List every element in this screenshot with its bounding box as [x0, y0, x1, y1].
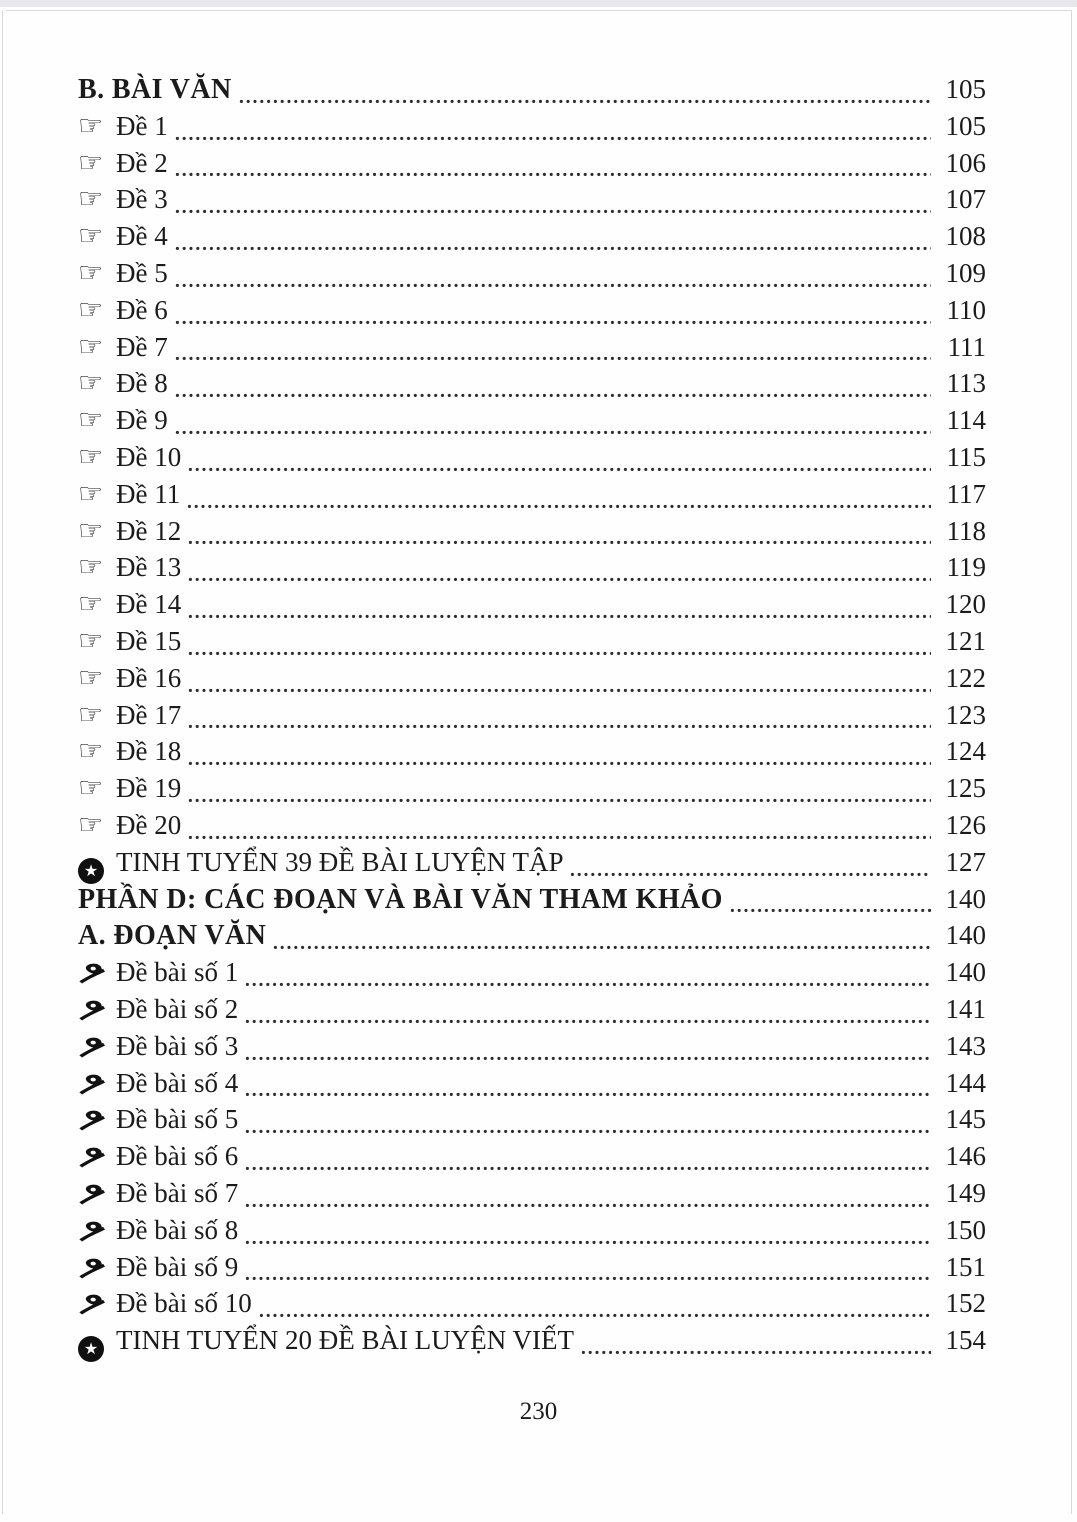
entry-page-number: 151: [945, 1251, 986, 1282]
entry-icon: [78, 773, 116, 804]
toc-entry: [78, 255, 986, 295]
toc-entry: [78, 1104, 986, 1141]
entry-label: Đề 1: [116, 110, 168, 141]
toc-entry: [78, 1215, 986, 1252]
dot-leader: [175, 430, 931, 435]
pointing-finger-icon: ☞: [78, 771, 104, 805]
entry-label: Đề 10: [116, 441, 182, 472]
entry-label: Đề 20: [116, 809, 182, 840]
entry-label: Đề bài số 3: [116, 1030, 239, 1061]
writing-hand-icon: [78, 1257, 110, 1279]
entry-page-number: 149: [945, 1177, 986, 1208]
toc-entry: [78, 145, 986, 185]
dot-leader: [175, 356, 931, 361]
entry-page-number: 154: [945, 1325, 986, 1356]
entry-icon: [78, 439, 116, 473]
entry-label: Đề 7: [116, 331, 168, 362]
dot-leader: [245, 1019, 931, 1024]
toc-entry: [78, 697, 986, 737]
dot-leader: [570, 872, 931, 877]
entry-page-number: 121: [945, 625, 986, 656]
dot-leader: [188, 577, 931, 582]
entry-page-number: 115: [946, 441, 986, 472]
entry-icon: [78, 552, 116, 583]
pointing-finger-icon: ☞: [78, 108, 104, 142]
pointing-finger-icon: ☞: [78, 513, 104, 547]
dot-leader: [188, 761, 931, 766]
pointing-finger-icon: ☞: [78, 292, 104, 326]
entry-page-number: 140: [945, 957, 986, 988]
writing-hand-icon: [78, 1293, 110, 1315]
dot-leader: [175, 172, 931, 177]
toc-entry: [78, 884, 986, 921]
entry-icon: [78, 1325, 116, 1357]
dot-leader: [175, 320, 931, 325]
toc-entry: [78, 184, 986, 221]
entry-label: Đề bài số 4: [116, 1067, 239, 1098]
toc-entry: [78, 660, 986, 700]
toc-entry: [78, 1325, 986, 1362]
toc-entry: [78, 513, 986, 553]
entry-page-number: 118: [946, 515, 986, 546]
pointing-finger-icon: ☞: [78, 329, 104, 363]
pointing-finger-icon: ☞: [78, 145, 104, 179]
entry-page-number: 145: [945, 1104, 986, 1135]
entry-icon: [78, 807, 116, 841]
scan-edge-right: [1071, 10, 1072, 1514]
entry-label: B. BÀI VĂN: [78, 74, 232, 105]
writing-hand-icon: [78, 1036, 110, 1058]
entry-icon: [78, 368, 116, 399]
pointing-finger-icon: ☞: [78, 219, 104, 253]
toc-entry: [78, 623, 986, 663]
toc-entry: [78, 773, 986, 810]
entry-label: Đề 12: [116, 515, 182, 546]
entry-page-number: 120: [945, 589, 986, 620]
dot-leader: [245, 1166, 931, 1171]
dot-leader: [188, 651, 931, 656]
footer-page-number: 230: [519, 1398, 558, 1425]
entry-label: Đề bài số 2: [116, 993, 239, 1024]
pointing-finger-icon: ☞: [78, 660, 104, 694]
entry-icon: [78, 292, 116, 326]
toc-entry: [78, 1068, 986, 1105]
entry-page-number: 126: [945, 809, 986, 840]
dot-leader: [581, 1350, 931, 1355]
entry-label: Đề 13: [116, 552, 182, 583]
dot-leader: [187, 504, 931, 509]
dot-leader: [245, 1240, 931, 1245]
toc-entry: [78, 589, 986, 626]
dot-leader: [175, 209, 931, 214]
entry-icon: [78, 255, 116, 289]
pointing-finger-icon: ☞: [78, 476, 104, 510]
toc-entry: [78, 807, 986, 847]
pointing-finger-icon: ☞: [78, 182, 104, 216]
dot-leader: [730, 908, 931, 913]
entry-label: Đề bài số 5: [116, 1104, 239, 1135]
entry-icon: [78, 1178, 116, 1209]
toc-entry: [78, 552, 986, 589]
entry-label: Đề 17: [116, 699, 182, 730]
entry-page-number: 110: [946, 294, 986, 325]
entry-page-number: 123: [945, 699, 986, 730]
dot-leader: [245, 982, 931, 987]
toc-entry: [78, 1288, 986, 1325]
pointing-finger-icon: ☞: [78, 587, 104, 621]
entry-label: A. ĐOẠN VĂN: [78, 920, 267, 952]
entry-page-number: 140: [945, 920, 986, 951]
pointing-finger-icon: ☞: [78, 366, 104, 400]
writing-hand-icon: [78, 1183, 110, 1205]
dot-leader: [175, 393, 931, 398]
entry-icon: [78, 145, 116, 179]
entry-label: Đề 11: [116, 478, 181, 509]
entry-label: PHẦN D: CÁC ĐOẠN VÀ BÀI VĂN THAM KHẢO: [78, 883, 723, 915]
scan-edge-top: [6, 10, 1071, 11]
circled-star-icon: [78, 1336, 104, 1362]
star-glyph: ★: [83, 1339, 99, 1359]
dot-leader: [245, 1203, 931, 1208]
entry-label: Đề 6: [116, 294, 168, 325]
entry-page-number: 105: [945, 110, 986, 141]
writing-hand-icon: [78, 999, 110, 1021]
entry-page-number: 114: [946, 405, 986, 436]
dot-leader: [245, 1056, 931, 1061]
entry-label: Đề bài số 8: [116, 1214, 239, 1245]
pointing-finger-icon: ☞: [78, 550, 104, 584]
entry-icon: [78, 1215, 116, 1246]
entry-icon: [78, 1068, 116, 1099]
dot-leader: [188, 467, 931, 472]
entry-page-number: 146: [945, 1141, 986, 1172]
entry-label: Đề 8: [116, 368, 168, 399]
entry-label: Đề bài số 10: [116, 1288, 252, 1319]
entry-label: TINH TUYỂN 20 ĐỀ BÀI LUYỆN VIẾT: [116, 1325, 574, 1356]
entry-label: Đề bài số 6: [116, 1141, 239, 1172]
entry-icon: [78, 184, 116, 215]
toc-entry: [78, 476, 986, 516]
entry-icon: [78, 957, 116, 988]
entry-label: Đề 18: [116, 736, 182, 767]
toc-entry: [78, 736, 986, 773]
entry-label: Đề 2: [116, 147, 168, 178]
star-glyph: ★: [83, 860, 99, 880]
entry-page-number: 111: [947, 331, 986, 362]
entry-icon: [78, 697, 116, 731]
toc-entry: [78, 292, 986, 332]
pointing-finger-icon: ☞: [78, 807, 104, 841]
toc-entry: [78, 405, 986, 442]
pointing-finger-icon: ☞: [78, 734, 104, 768]
entry-icon: [78, 736, 116, 767]
dot-leader: [188, 835, 931, 840]
toc-entry: [78, 1141, 986, 1178]
dot-leader: [188, 798, 931, 803]
entry-label: TINH TUYỂN 39 ĐỀ BÀI LUYỆN TẬP: [116, 846, 564, 877]
entry-icon: [78, 1288, 116, 1319]
pointing-finger-icon: ☞: [78, 439, 104, 473]
entry-page-number: 117: [946, 478, 986, 509]
entry-icon: [78, 513, 116, 547]
entry-icon: [78, 108, 116, 142]
table-of-contents: [78, 74, 986, 1362]
entry-page-number: 105: [945, 74, 986, 104]
dot-leader: [175, 246, 931, 251]
entry-label: Đề 15: [116, 625, 182, 656]
entry-icon: [78, 405, 116, 436]
entry-page-number: 124: [945, 736, 986, 767]
entry-label: Đề bài số 7: [116, 1177, 239, 1208]
entry-label: Đề 14: [116, 589, 182, 620]
entry-page-number: 106: [945, 147, 986, 178]
scan-edge-bottom: [0, 0, 1077, 7]
entry-icon: [78, 1031, 116, 1062]
entry-label: Đề 5: [116, 257, 168, 288]
writing-hand-icon: [78, 1220, 110, 1242]
entry-page-number: 140: [945, 883, 986, 914]
toc-entry: [78, 1178, 986, 1215]
entry-page-number: 127: [945, 846, 986, 877]
entry-icon: [78, 1252, 116, 1283]
entry-page-number: 141: [945, 993, 986, 1024]
toc-entry: [78, 329, 986, 369]
toc-entry: [78, 439, 986, 479]
entry-page-number: 125: [945, 773, 986, 804]
dot-leader: [273, 945, 931, 950]
entry-page-number: 152: [945, 1288, 986, 1319]
toc-entry: [78, 74, 986, 111]
toc-entry: [78, 1252, 986, 1289]
entry-icon: [78, 660, 116, 694]
entry-label: Đề 4: [116, 221, 168, 252]
entry-label: Đề 16: [116, 662, 182, 693]
entry-icon: [78, 589, 116, 620]
entry-page-number: 144: [945, 1067, 986, 1098]
pointing-finger-icon: ☞: [78, 623, 104, 657]
entry-label: Đề 3: [116, 184, 168, 215]
entry-page-number: 143: [945, 1030, 986, 1061]
dot-leader: [245, 1129, 931, 1134]
entry-page-number: 122: [945, 662, 986, 693]
toc-entry: [78, 920, 986, 957]
writing-hand-icon: [78, 1109, 110, 1131]
entry-icon: [78, 623, 116, 657]
scan-edge-left: [2, 10, 3, 1514]
dot-leader: [188, 614, 931, 619]
entry-icon: [78, 1141, 116, 1172]
dot-leader: [175, 136, 931, 141]
toc-entry: [78, 1031, 986, 1068]
pointing-finger-icon: ☞: [78, 697, 104, 731]
pointing-finger-icon: ☞: [78, 403, 104, 437]
circled-star-icon: [78, 858, 104, 884]
dot-leader: [188, 540, 931, 545]
pointing-finger-icon: ☞: [78, 255, 104, 289]
entry-page-number: 109: [945, 257, 986, 288]
toc-entry: [78, 221, 986, 258]
dot-leader: [245, 1092, 931, 1097]
entry-label: Đề bài số 1: [116, 957, 239, 988]
toc-entry: [78, 994, 986, 1031]
toc-entry: [78, 847, 986, 884]
entry-page-number: 108: [945, 221, 986, 252]
dot-leader: [259, 1313, 931, 1318]
entry-icon: [78, 476, 116, 510]
writing-hand-icon: [78, 1146, 110, 1168]
entry-icon: [78, 1104, 116, 1135]
dot-leader: [175, 283, 931, 288]
entry-label: Đề bài số 9: [116, 1251, 239, 1282]
toc-entry: [78, 368, 986, 405]
entry-icon: [78, 847, 116, 879]
dot-leader: [245, 1276, 931, 1281]
entry-page-number: 119: [946, 552, 986, 583]
entry-icon: [78, 329, 116, 363]
entry-icon: [78, 994, 116, 1025]
entry-page-number: 150: [945, 1214, 986, 1245]
entry-page-number: 113: [946, 368, 986, 399]
entry-label: Đề 19: [116, 773, 182, 804]
entry-icon: [78, 221, 116, 252]
toc-entry: [78, 957, 986, 994]
entry-page-number: 107: [945, 184, 986, 215]
dot-leader: [188, 724, 931, 729]
writing-hand-icon: [78, 962, 110, 984]
entry-label: Đề 9: [116, 405, 168, 436]
dot-leader: [188, 688, 931, 693]
writing-hand-icon: [78, 1073, 110, 1095]
toc-entry: [78, 108, 986, 148]
dot-leader: [239, 99, 931, 104]
